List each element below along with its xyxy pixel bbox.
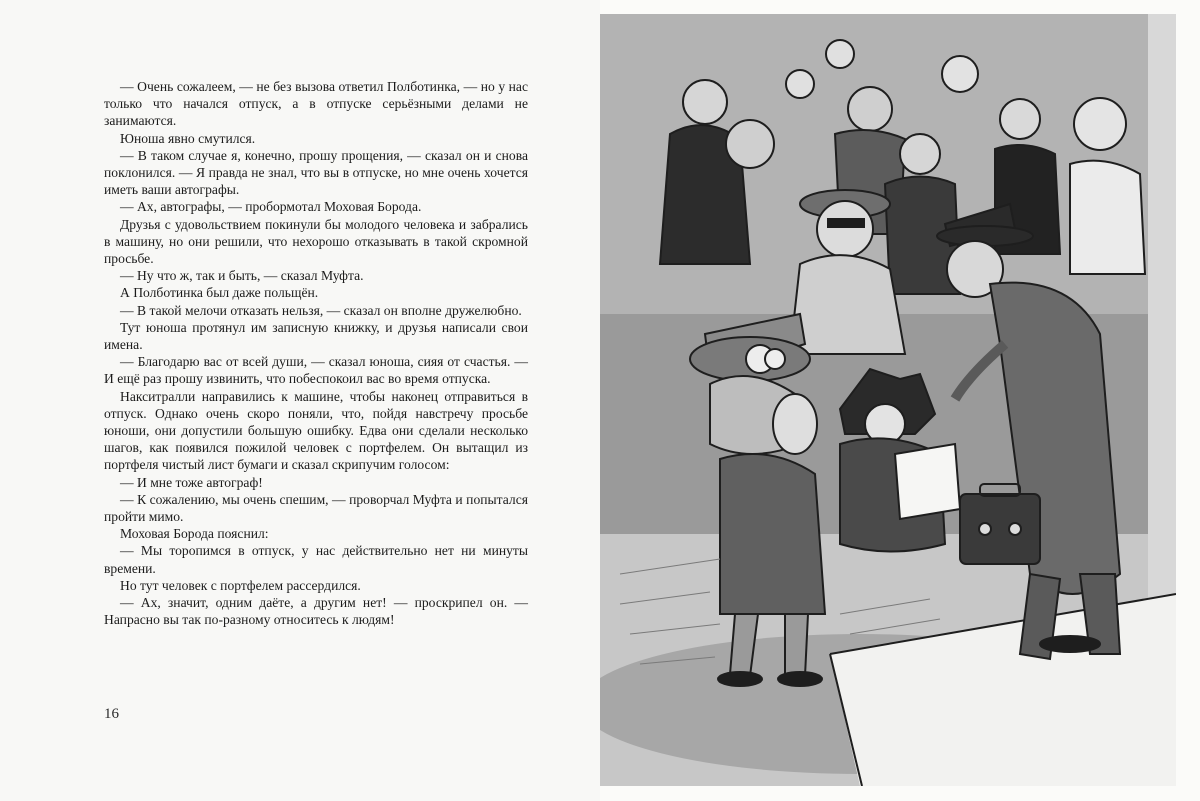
paragraph: — В такой мелочи отказать нельзя, — сказал он вполне дружелюбно. bbox=[120, 302, 522, 318]
paragraph: — Очень сожалеем, — не без вызова ответил Полботинка, — но у нас только что начался отпуск, а в отпуске серьёзными делами не занимаются. bbox=[104, 79, 528, 129]
page-number: 16 bbox=[104, 706, 119, 722]
paragraph: Друзья с удовольствием покинули бы молодого человека и забрались в машину, но они решили, что нехорошо отказывать в такой скромной просьбе. bbox=[104, 216, 528, 267]
paragraph: — И мне тоже автограф! bbox=[120, 474, 263, 490]
paragraph: Тут юноша протянул им записную книжку, и друзья написали свои имена. bbox=[104, 319, 528, 353]
blank-paper bbox=[895, 444, 960, 519]
paragraph: — Благодарю вас от всей души, — сказал юноша, сияя от счастья. — И ещё раз прошу извинить, что побеспокоил вас во время отпуска. bbox=[104, 354, 528, 387]
crowd-illustration bbox=[600, 14, 1176, 786]
paragraph: — Ах, автографы, — пробормотал Моховая Борода. bbox=[120, 199, 422, 215]
paragraph: Моховая Борода пояснил: bbox=[120, 526, 269, 542]
paragraph: А Полботинка был даже польщён. bbox=[120, 285, 319, 301]
paragraph: — Мы торопимся в отпуск, у нас действительно нет ни минуты времени. bbox=[104, 543, 528, 576]
paragraph: Но тут человек с портфелем рассердился. bbox=[120, 577, 361, 593]
body-text bbox=[104, 78, 528, 629]
paragraph: Накситралли направились к машине, чтобы наконец отправиться в отпуск. Однако очень скоро поняли, что, пойдя навстречу просьбе юноши, они допустили большую ошибку. Едва они сделали несколько шагов, как появился пожилой человек с портфелем. Он вытащил из портфеля чистый лист бумаги и сказал скрипучим голосом: bbox=[104, 388, 528, 473]
paragraph: — В таком случае я, конечно, прошу прощения, — сказал он и снова поклонился. — Я правда не знал, что вы в отпуске, но мне очень хочется иметь ваши автографы. bbox=[104, 147, 528, 198]
paragraph: — К сожалению, мы очень спешим, — проворчал Муфта и попытался пройти мимо. bbox=[104, 491, 528, 525]
paragraph: — Ах, значит, одним даёте, а другим нет! — проскрипел он. — Напрасно вы так по-разному относитесь к людям! bbox=[104, 595, 528, 628]
paragraph: Юноша явно смутился. bbox=[120, 130, 256, 146]
paragraph: — Ну что ж, так и быть, — сказал Муфта. bbox=[120, 268, 364, 284]
right-page bbox=[600, 0, 1200, 801]
